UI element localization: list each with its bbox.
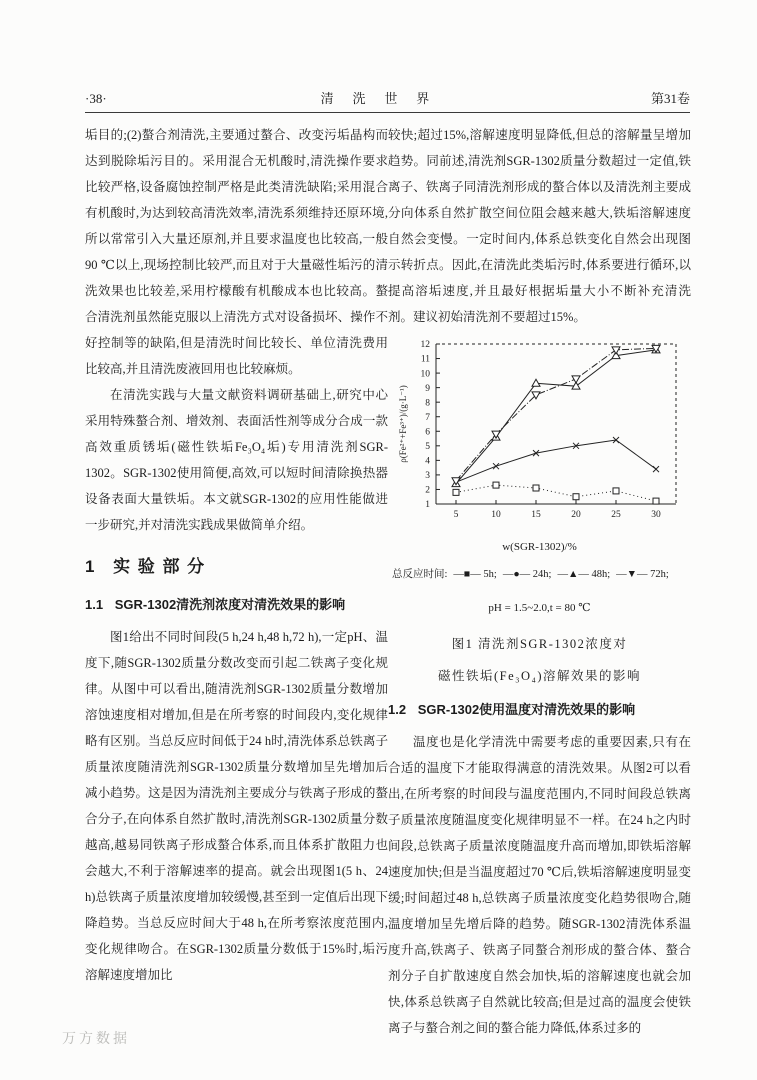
paragraph: 图1给出不同时间段(5 h,24 h,48 h,72 h),一定pH、温度下,随SGR-1302质量分数改变而引起二铁离子变化规律。从图中可以看出,随清洗剂SGR-1302质量分数增加溶蚀速度相对增加,但是在所考察的时间段内,变化规律略有区别。当总反应时间低于24 h时,清洗体系总铁离子质量浓度随清洗剂SGR-1302质量分数增加呈先增加后减小趋势。这是因为清洗剂主要成分与铁离子形成的螯合分子,在向体系自然扩散时,清洗剂SGR-1302质量分数越高,越易同铁离子形成螯合体系,而且体系扩散阻力也会越大,不利于溶解速率的提高。就会出现图1(5 h、24 h)总铁离子质量浓度增加较缓慢,甚至到一定值后出现下降趋势。当总反应时间大于48 h,在所考察浓度范围内,变化规律吻合。在SGR-1302质量分数低于15%时,垢污溶解速度增加比 — [85, 630, 388, 982]
legend-prefix: 总反应时间: — [392, 569, 448, 580]
svg-text:7: 7 — [424, 412, 430, 423]
legend-item: —▲— 48h; — [557, 569, 611, 580]
paragraph-continued: 垢目的;(2)螯合剂清洗,主要通过螯合、改变污垢晶构而达到脱除垢污目的。采用混合无机酸时,清洗操作要求比较严格,设备腐蚀控制严格是此类清洗缺陷;采用混合有机酸时,为达到较高清洗效率,清洗系须维持还原环境,所以常常引入大量还原剂,并且要求温度也比较高,一般90 ℃以上,现场控制比较严,而且对于大量磁性垢污的清洗效果也比较差,采用柠檬酸有机酸成本也比较高。螯合清洗剂虽然能克服以上清洗方式对设备损坏、操作不好控制等的缺陷,但是清洗时间比较长、单位清洗费用比较高,并且清洗废液回用也比较麻烦。 — [85, 128, 388, 376]
svg-text:5: 5 — [424, 442, 430, 453]
subsection-number: 1.1 — [85, 597, 104, 612]
figure-caption-line2: 磁性铁垢(Fe₃O₄)溶解效果的影响 — [437, 669, 642, 683]
x-axis-label: w(SGR-1302)/% — [502, 541, 577, 553]
svg-text:11: 11 — [420, 354, 430, 365]
paragraph-continued: 较快;超过15%,溶解速度明显降低,但总的溶解量呈增加趋势。同前述,清洗剂SGR-1302质量分数超过一定值,铁离子、铁离子同清洗剂形成的螯合体以及清洗剂主要成分向体系自然扩散空间位阻会越来越大,铁垢溶解速度自然会变慢。一定时间内,体系总铁变化自然会出现图示转折点。因此,在清洗此类垢污时,体系要进行循环,以提高溶垢速度,并且最好根据垢量大小不断补充清洗剂。建议初始清洗剂不要超过15%。 — [388, 128, 691, 324]
svg-text:10: 10 — [420, 369, 430, 380]
line-chart — [394, 336, 686, 536]
watermark: 万方数据 — [62, 1030, 130, 1046]
subsection-heading — [85, 592, 388, 618]
svg-text:25: 25 — [610, 510, 621, 520]
section-heading — [85, 554, 388, 580]
svg-text:5: 5 — [453, 510, 458, 520]
page-number: ·38· — [85, 91, 107, 106]
svg-text:3: 3 — [424, 471, 430, 482]
legend-item: —●— 24h; — [502, 569, 552, 580]
figure-1 — [388, 336, 691, 689]
svg-text:10: 10 — [490, 510, 501, 520]
page-header — [85, 88, 690, 113]
subsection-title: SGR-1302使用温度对清洗效果的影响 — [417, 702, 636, 717]
right-column — [388, 122, 691, 1041]
figure-condition: pH = 1.5~2.0,t = 80 ℃ — [488, 602, 591, 614]
section-number: 1 — [85, 557, 95, 576]
journal-title: 清 洗 世 界 — [320, 91, 437, 106]
svg-text:15: 15 — [530, 510, 541, 520]
paragraph: 温度也是化学清洗中需要考虑的重要因素,只有在合适的温度下才能取得满意的清洗效果。从图2可以看出,在所考察的时间段与温度范围内,不同时间段总铁离子质量浓度随温度变化规律明显不一样。在24 h之内时间段,总铁离子质量浓度随温度升高而增加,即铁垢溶解速度加快;但是当温度超过70 ℃后,铁垢溶解速度明显变缓;时间超过48 h,总铁离子质量浓度变化趋势很吻合,随温度增加呈先增后降的趋势。随SGR-1302清洗体系温度升高,铁离子、铁离子同螯合剂形成的螯合体、螯合剂分子自扩散速度自然会加快,垢的溶解速度也就会加快,体系总铁离子自然就比较高;但是过高的温度会使铁离子与螯合剂之间的螯合能力降低,体系过多的 — [388, 735, 691, 1035]
legend-item: —■— 5h; — [453, 569, 497, 580]
subsection-number: 1.2 — [388, 702, 407, 717]
svg-text:2: 2 — [424, 485, 430, 496]
svg-text:1: 1 — [424, 500, 430, 511]
chart-legend — [388, 562, 691, 588]
subsection-heading — [388, 697, 691, 723]
left-column — [85, 122, 388, 988]
volume-label: 第31卷 — [650, 91, 690, 106]
section-title: 实验部分 — [113, 557, 212, 576]
figure-caption-line1: 图1 清洗剂SGR-1302浓度对 — [451, 637, 628, 651]
svg-text:9: 9 — [424, 383, 430, 394]
svg-text:12: 12 — [420, 340, 430, 351]
svg-text:6: 6 — [424, 427, 430, 438]
subsection-title: SGR-1302清洗剂浓度对清洗效果的影响 — [114, 597, 346, 612]
svg-text:20: 20 — [570, 510, 581, 520]
svg-text:8: 8 — [424, 398, 430, 409]
svg-text:30: 30 — [650, 510, 661, 520]
svg-text:ρ(Fe²⁺+Fe³⁺)/(g·L⁻¹): ρ(Fe²⁺+Fe³⁺)/(g·L⁻¹) — [397, 385, 408, 463]
svg-text:4: 4 — [424, 456, 430, 467]
legend-item: —▼— 72h; — [616, 569, 669, 580]
paragraph: 在清洗实践与大量文献资料调研基础上,研究中心采用特殊螯合剂、增效剂、表面活性剂等成分合成一款高效重质锈垢(磁性铁垢Fe₃O₄垢)专用清洗剂SGR-1302。SGR-1302使用简便,高效,可以短时间清除换热器设备表面大量铁垢。本文就SGR-1302的应用性能做进一步研究,并对清洗实践成果做简单介绍。 — [85, 388, 388, 532]
